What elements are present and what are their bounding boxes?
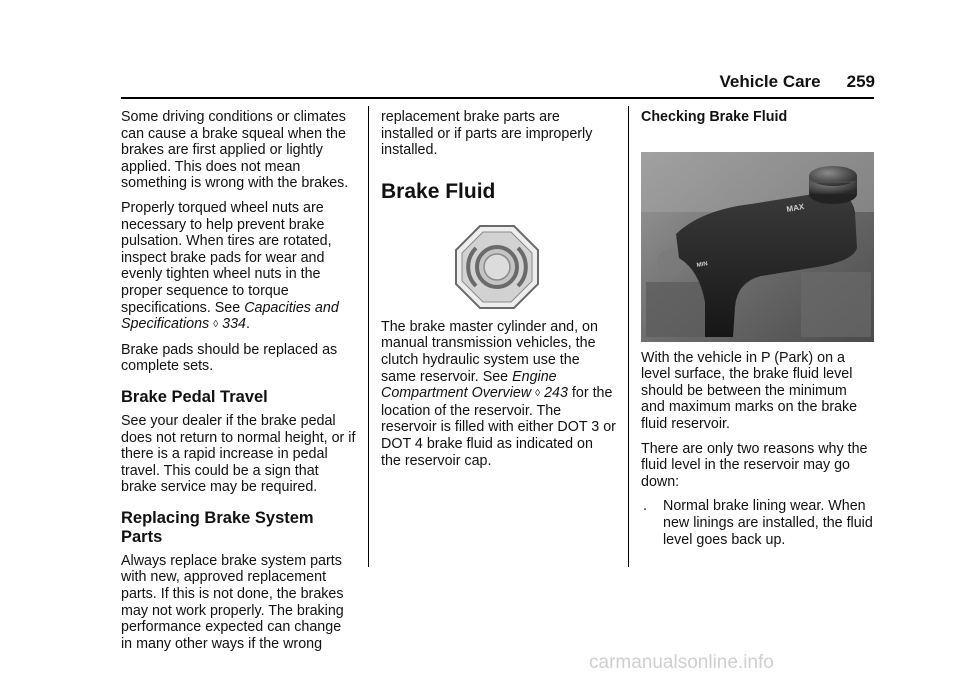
photo-label-min: MIN xyxy=(696,260,709,269)
brake-warning-icon-area xyxy=(381,207,616,319)
paragraph-replace-parts: Always replace brake system parts with new, approved replacement parts. If this is not done, the brakes may not work properly. The braking performance expected can change in many other ways if the wrong xyxy=(121,552,344,652)
photo-label-max: MAX xyxy=(785,201,805,214)
paragraph-wheel-nuts xyxy=(121,200,356,334)
paragraph-master-cylinder xyxy=(381,319,616,469)
page-ref-icon: ◊ xyxy=(213,319,219,331)
link-engine-compartment[interactable]: Engine Compartment Overview xyxy=(381,368,557,402)
paragraph-end: for the location of the reservoir. The reservoir is filled with either DOT 3 or DOT 4 brake fluid as indicated on the reservoir cap. xyxy=(381,385,616,469)
column-2 xyxy=(381,109,616,477)
paragraph-end: . xyxy=(246,316,250,333)
link-page-243[interactable]: 243 xyxy=(544,385,568,402)
bullet-item xyxy=(641,498,874,548)
column-3 xyxy=(641,109,874,556)
bullet-dot: . xyxy=(643,498,647,515)
page-number: 259 xyxy=(846,72,875,91)
paragraph-fluid-level: With the vehicle in P (Park) on a level surface, the brake fluid level should be between the minimum and maximum marks on the brake fluid reservoir. xyxy=(641,349,858,432)
column-divider-2 xyxy=(628,106,629,567)
link-capacities[interactable]: Capacities and Specifications xyxy=(121,299,339,333)
brake-warning-icon xyxy=(454,224,540,310)
heading-brake-fluid: Brake Fluid xyxy=(381,179,496,203)
paragraph-brake-pads: Brake pads should be replaced as complete sets. xyxy=(121,341,338,375)
header-rule xyxy=(121,97,874,99)
page-header xyxy=(720,72,876,92)
column-divider-1 xyxy=(368,106,369,567)
heading-checking-brake-fluid: Checking Brake Fluid xyxy=(641,109,788,125)
paragraph-pedal-travel: See your dealer if the brake pedal does not return to normal height, or if there is a rapid increase in pedal travel. This could be a sign that brake service may be required. xyxy=(121,412,356,496)
paragraph-text: The brake master cylinder and, on manual transmission vehicles, the clutch hydraulic system use the same reservoir. See xyxy=(381,318,598,385)
heading-brake-pedal-travel: Brake Pedal Travel xyxy=(121,387,268,406)
heading-replacing-parts: Replacing Brake System Parts xyxy=(121,508,314,546)
paragraph-two-reasons: There are only two reasons why the fluid level in the reservoir may go down: xyxy=(641,440,868,490)
column-1 xyxy=(121,109,356,660)
bullet-text: Normal brake lining wear. When new linings are installed, the fluid level goes back up. xyxy=(663,498,873,548)
watermark: carmanualsonline.info xyxy=(589,652,774,673)
link-page-334[interactable]: 334 xyxy=(222,316,246,333)
paragraph-text: Properly torqued wheel nuts are necessary to help prevent brake pulsation. When tires are rotated, inspect brake pads for wear and evenly tighten wheel nuts in the proper sequence to torque specifications. See xyxy=(121,199,332,316)
paragraph-brake-squeal: Some driving conditions or climates can cause a brake squeal when the brakes are first applied or lightly applied. This does not mean something is wrong with the brakes. xyxy=(121,109,349,192)
brake-fluid-reservoir-photo xyxy=(641,152,874,342)
section-title: Vehicle Care xyxy=(719,72,821,91)
paragraph-continued: replacement brake parts are installed or if parts are improperly installed. xyxy=(381,109,593,159)
page-ref-icon: ◊ xyxy=(535,388,541,400)
